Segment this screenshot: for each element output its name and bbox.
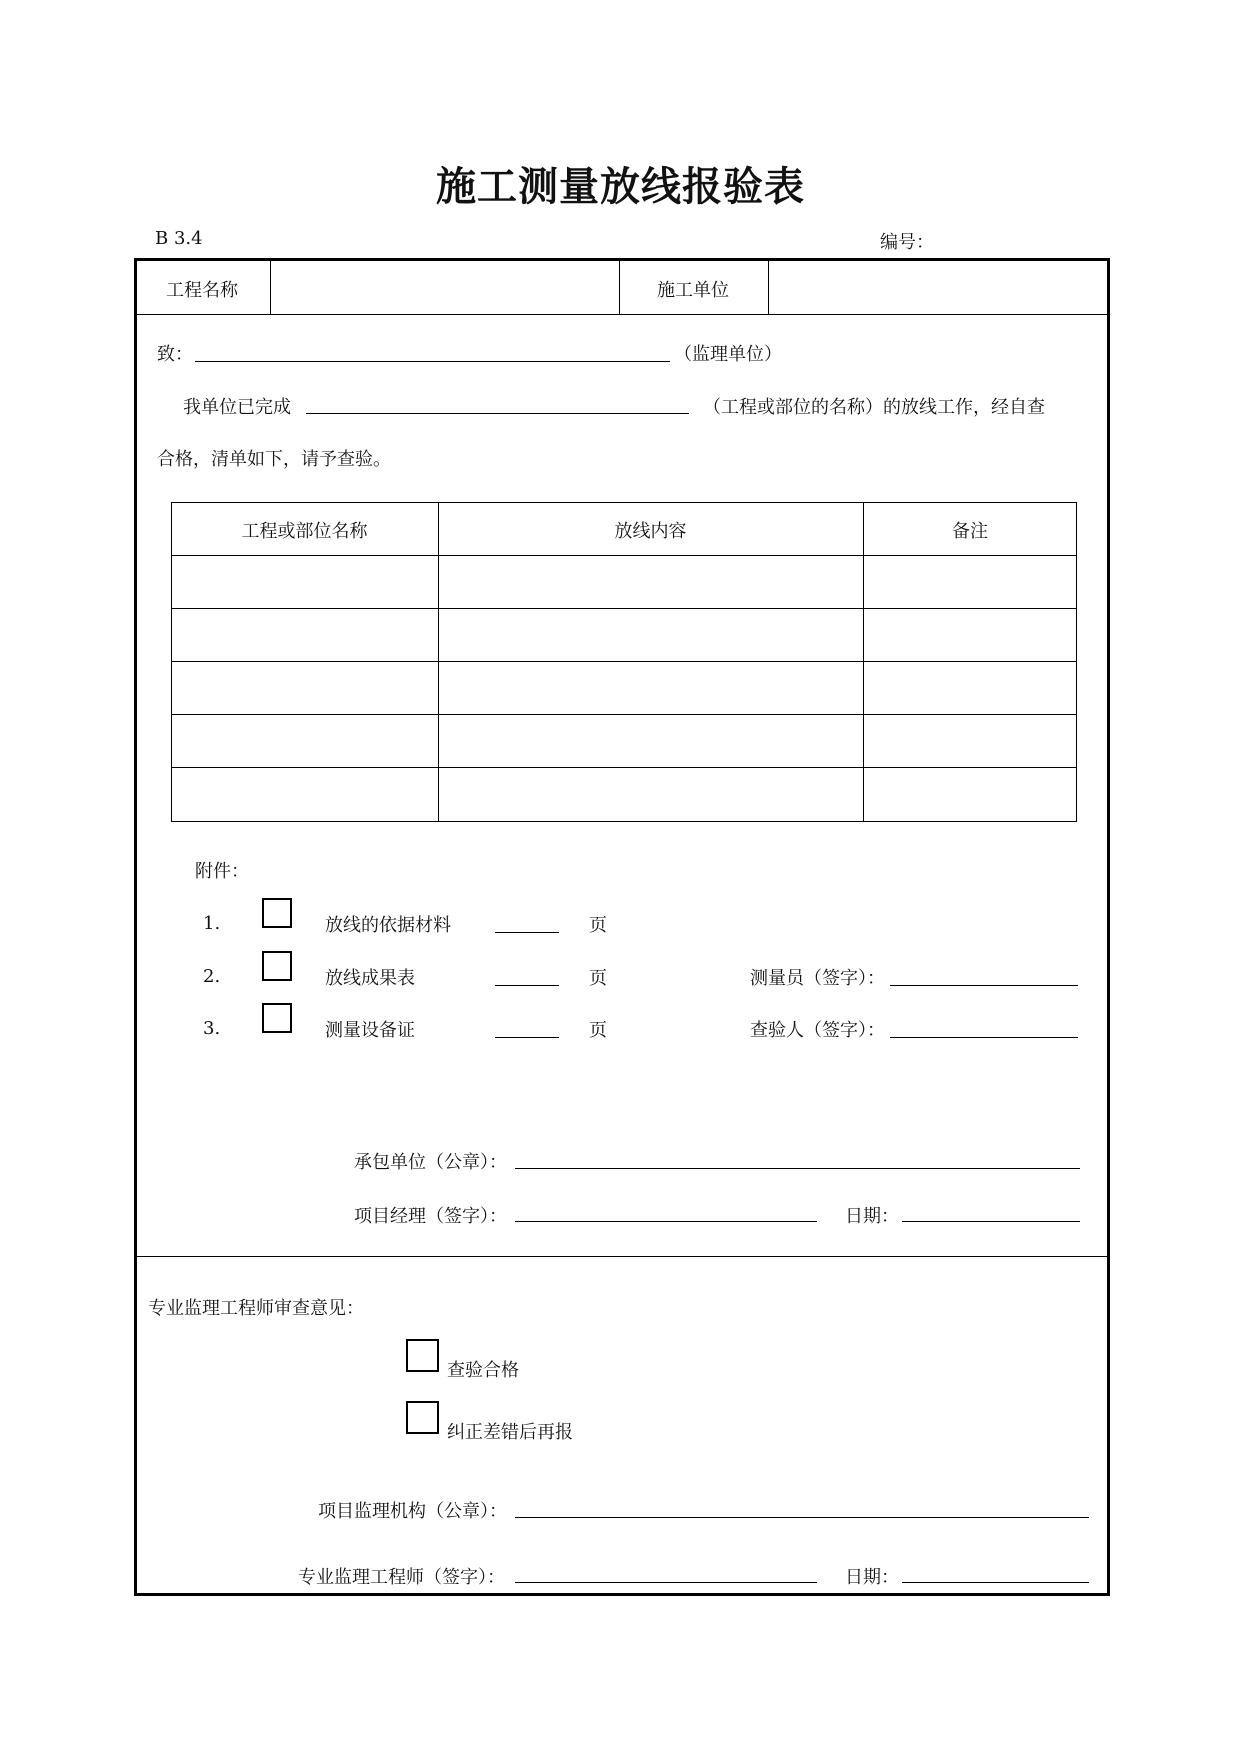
- attachments-label: 附件：: [195, 861, 249, 882]
- attachment-checkbox[interactable]: [262, 1003, 292, 1033]
- attachment-pages-line[interactable]: [495, 932, 559, 933]
- to-label: 致：: [157, 344, 193, 365]
- attachment-pages-line[interactable]: [495, 985, 559, 986]
- surveyor-sign-label: 测量员（签字）：: [750, 968, 885, 989]
- project-name-label: 工程名称: [166, 280, 238, 301]
- supervision-org-seal-label: 项目监理机构（公章）：: [318, 1501, 507, 1522]
- surveyor-sign-line[interactable]: [890, 985, 1078, 986]
- contractor-seal-label: 承包单位（公章）：: [354, 1152, 507, 1173]
- contractor-date-label: 日期：: [845, 1206, 899, 1227]
- approve-option-label: 查验合格: [447, 1360, 519, 1381]
- attachment-checkbox[interactable]: [262, 898, 292, 928]
- engineer-sign-label: 专业监理工程师（签字）：: [298, 1567, 505, 1588]
- supervisor-unit-line[interactable]: [195, 361, 670, 362]
- attachment-no: 1.: [203, 913, 221, 934]
- table-cell[interactable]: [173, 769, 437, 819]
- statement-line2: 合格，清单如下，请予查验。: [157, 449, 391, 470]
- header-sep-2: [619, 258, 620, 314]
- table-cell[interactable]: [173, 663, 437, 713]
- table-col-sep-2: [863, 502, 864, 822]
- approve-checkbox[interactable]: [406, 1339, 439, 1372]
- header-divider: [134, 314, 1110, 315]
- table-cell[interactable]: [865, 663, 1075, 713]
- attachment-name: 放线的依据材料: [325, 915, 451, 936]
- contractor-label: 施工单位: [657, 280, 729, 301]
- table-header-part-name: 工程或部位名称: [241, 521, 368, 542]
- engineer-sign-line[interactable]: [515, 1582, 817, 1583]
- table-header-remarks: 备注: [952, 521, 988, 542]
- work-name-line[interactable]: [306, 413, 689, 414]
- contractor-date-line[interactable]: [902, 1221, 1080, 1222]
- table-cell[interactable]: [173, 716, 437, 766]
- table-cell[interactable]: [865, 716, 1075, 766]
- statement-prefix: 我单位已完成: [183, 397, 291, 418]
- table-row-sep: [171, 767, 1077, 768]
- attachment-unit: 页: [589, 915, 607, 936]
- project-name-field[interactable]: [274, 262, 614, 310]
- header-sep-3: [768, 258, 769, 314]
- pm-sign-line[interactable]: [515, 1221, 817, 1222]
- attachment-no: 3.: [203, 1018, 221, 1039]
- table-cell[interactable]: [173, 557, 437, 607]
- form-code: B 3.4: [155, 228, 203, 249]
- table-header-layout-content: 放线内容: [614, 521, 687, 542]
- attachment-name: 放线成果表: [325, 968, 415, 989]
- review-date-line[interactable]: [902, 1582, 1089, 1583]
- review-title: 专业监理工程师审查意见：: [148, 1298, 364, 1319]
- table-cell[interactable]: [865, 769, 1075, 819]
- table-cell[interactable]: [440, 769, 862, 819]
- contractor-seal-line[interactable]: [515, 1168, 1080, 1169]
- attachment-unit: 页: [589, 968, 607, 989]
- table-row-sep: [171, 661, 1077, 662]
- table-cell[interactable]: [865, 557, 1075, 607]
- inspector-sign-line[interactable]: [890, 1037, 1078, 1038]
- header-sep-1: [270, 258, 271, 314]
- table-cell[interactable]: [440, 557, 862, 607]
- table-cell[interactable]: [440, 663, 862, 713]
- supervisor-unit-suffix: （监理单位）: [674, 344, 782, 365]
- inspector-sign-label: 查验人（签字）：: [750, 1020, 885, 1041]
- review-date-label: 日期：: [845, 1567, 899, 1588]
- attachment-name: 测量设备证: [325, 1020, 415, 1041]
- attachment-checkbox[interactable]: [262, 951, 292, 981]
- pm-sign-label: 项目经理（签字）：: [354, 1206, 507, 1227]
- attachment-no: 2.: [203, 966, 221, 987]
- table-cell[interactable]: [173, 610, 437, 660]
- review-divider: [134, 1256, 1110, 1257]
- form-number-label: 编号：: [880, 232, 934, 253]
- correct-resubmit-option-label: 纠正差错后再报: [447, 1422, 573, 1443]
- table-row-sep: [171, 714, 1077, 715]
- attachment-unit: 页: [589, 1020, 607, 1041]
- attachment-pages-line[interactable]: [495, 1037, 559, 1038]
- table-col-sep-1: [438, 502, 439, 822]
- table-cell[interactable]: [440, 716, 862, 766]
- contractor-field[interactable]: [772, 262, 1102, 310]
- table-row-sep: [171, 608, 1077, 609]
- page-title: 施工测量放线报验表: [436, 163, 805, 210]
- table-row-sep: [171, 555, 1077, 556]
- statement-middle: （工程或部位的名称）的放线工作，经自查: [703, 397, 1045, 418]
- table-cell[interactable]: [440, 610, 862, 660]
- table-cell[interactable]: [865, 610, 1075, 660]
- supervision-org-seal-line[interactable]: [515, 1517, 1089, 1518]
- correct-resubmit-checkbox[interactable]: [406, 1401, 439, 1434]
